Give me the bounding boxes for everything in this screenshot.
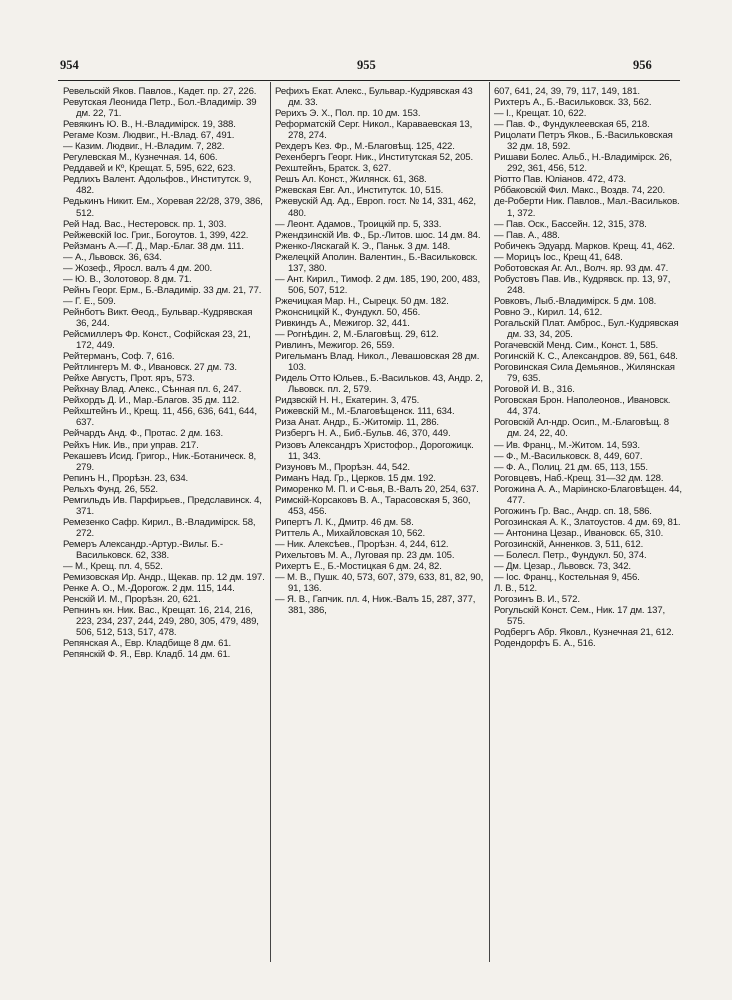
directory-entry: Репянскій Ф. Я., Евр. Кладб. 14 дм. 61. — [63, 649, 231, 661]
directory-entry: Ріотто Пав. Юліанов. 472, 473. — [494, 174, 626, 186]
directory-entry: Рейнъ Георг. Ерм., Б.-Владимір. 33 дм. 21, 77. — [63, 284, 262, 296]
directory-entry: Рогозинская А. К., Златоустов. 4 дм. 69, 81. — [494, 516, 681, 528]
directory-entry: — Болесл. Петр., Фундукл. 50, 374. — [494, 549, 647, 561]
directory-entry: Ришави Болес. Альб., Н.-Владимірск. 26, 292, 361, 456, 512. — [494, 152, 675, 175]
directory-entry: Ремизовская Ир. Андр., Щекав. пр. 12 дм. 197. — [63, 572, 265, 584]
column-divider — [489, 82, 490, 962]
directory-entry: Рженко-Ляскагай К. Э., Паньк. 3 дм. 148. — [275, 240, 451, 252]
directory-entry: Ржечицкая Мар. Н., Сырецк. 50 дм. 182. — [275, 295, 449, 307]
directory-entry: Ровковъ, Лыб.-Владимірск. 5 дм. 108. — [494, 295, 657, 307]
directory-entry: Ридзвскій Н. Н., Екатерин. 3, 475. — [275, 395, 420, 407]
directory-entry: Реформатскій Серг. Никол., Караваевская 13, 278, 274. — [275, 119, 475, 142]
directory-entry: Роговцевъ, Наб.-Крещ. 31—32 дм. 128. — [494, 472, 664, 484]
directory-entry: — Пав. Оск., Бассейн. 12, 315, 378. — [494, 218, 647, 230]
directory-entry: Ржонсницкій К., Фундукл. 50, 456. — [275, 306, 421, 318]
directory-entry: Рогозинскій, Анненков. 3, 511, 612. — [494, 538, 644, 550]
directory-entry: Рихельтовъ М. А., Луговая пр. 23 дм. 105. — [275, 549, 455, 561]
directory-entry: Реддавей и Кº, Крещат. 5, 595, 622, 623. — [63, 163, 236, 175]
directory-entry: Ренке А. О., М.-Дорогож. 2 дм. 115, 144. — [63, 583, 235, 595]
directory-entry: — Рогнѣдин. 2, М.-Благовѣщ. 29, 612. — [275, 329, 439, 341]
directory-entry: — Антонина Цезар., Ивановск. 65, 310. — [494, 527, 664, 539]
directory-entry: Решъ Ал. Конст., Жилянск. 61, 368. — [275, 174, 427, 186]
directory-entry: Ривлинъ, Межигор. 26, 559. — [275, 340, 395, 352]
directory-entry: де-Роберти Ник. Павлов., Мал.-Васильков. 1, 372. — [494, 196, 683, 219]
directory-entry: Рейхе Августъ, Прот. яръ, 573. — [63, 373, 195, 385]
directory-entry: Рекашевъ Исид. Григор., Ник.-Ботаническ. 8, 279. — [63, 450, 259, 473]
directory-entry: Роговинская Сила Демьянов., Жилянская 79, 635. — [494, 362, 678, 385]
directory-entry: Ренскій И. М., Прорѣзн. 20, 621. — [63, 594, 201, 606]
directory-entry: — Ф. А., Полиц. 21 дм. 65, 113, 155. — [494, 461, 648, 473]
directory-entry: Рббаковскій Фил. Макс., Воздв. 74, 220. — [494, 185, 666, 197]
directory-entry: Репинъ Н., Прорѣзн. 23, 634. — [63, 472, 189, 484]
directory-entry: — Я. В., Гапчик. пл. 4, Ниж.-Валъ 15, 287, 377, 381, 386, — [275, 594, 478, 617]
directory-entry: Родендорфъ Б. А., 516. — [494, 638, 596, 650]
directory-entry: Рейнботъ Викт. Ѳеод., Бульвар.-Кудрявская 36, 244. — [63, 306, 255, 329]
directory-entry: Рейзманъ А.—Г. Д., Мар.-Благ. 38 дм. 111. — [63, 240, 244, 252]
directory-column-right — [494, 86, 684, 649]
directory-entry: Ржевская Евг. Ал., Институтск. 10, 515. — [275, 185, 444, 197]
directory-entry: Рейчардъ Анд. Ф., Протас. 2 дм. 163. — [63, 428, 223, 440]
directory-entry: Рейхъ Ник. Ив., при управ. 217. — [63, 439, 199, 451]
directory-entry: Роговская Брон. Наполеонов., Ивановск. 44, 374. — [494, 395, 673, 418]
directory-entry: Родбергъ Абр. Яковл., Кузнечная 21, 612. — [494, 627, 674, 639]
directory-entry: Риттель А., Михайловская 10, 562. — [275, 527, 426, 539]
directory-entry: Рейхштейнъ И., Крещ. 11, 456, 636, 641, 644, 637. — [63, 406, 260, 429]
directory-entry: — Г. Е., 509. — [63, 295, 116, 307]
directory-entry: — І., Крещат. 10, 622. — [494, 108, 587, 120]
directory-entry: — Ю. В., Золотовор. 8 дм. 71. — [63, 273, 192, 285]
directory-entry: Рехштейнъ, Братск. 3, 627. — [275, 163, 392, 175]
directory-entry: Репнинъ кн. Ник. Вас., Крещат. 16, 214, 216, 223, 234, 237, 244, 249, 280, 305, 479, 489, 506, 512, 513, 517, 478. — [63, 605, 262, 639]
directory-entry: — Дм. Цезар., Львовск. 73, 342. — [494, 561, 631, 573]
directory-entry: — М. В., Пушк. 40, 573, 607, 379, 633, 81, 82, 90, 91, 136. — [275, 572, 486, 595]
directory-entry: Рогожинъ Гр. Вас., Андр. сп. 18, 586. — [494, 505, 652, 517]
column-divider — [270, 82, 271, 962]
directory-entry: Редлихъ Валент. Адольфов., Институтск. 9, 482. — [63, 174, 254, 197]
directory-column-left — [63, 86, 266, 660]
directory-entry: Рей Над. Вас., Нестеровск. пр. 1, 303. — [63, 218, 227, 230]
directory-entry: Рейсмиллеръ Фр. Конст., Софійская 23, 21, 172, 449. — [63, 329, 254, 352]
directory-entry: Роговой И. В., 316. — [494, 384, 575, 396]
directory-entry: Ризовъ Александръ Христофор., Дорогожицк. 11, 343. — [275, 439, 477, 462]
directory-entry: — Пав. Ф., Фундуклеевская 65, 218. — [494, 119, 650, 131]
directory-entry: Ризуновъ М., Прорѣзн. 44, 542. — [275, 461, 410, 473]
directory-entry: Рогинскій К. С., Александров. 89, 561, 648. — [494, 351, 678, 363]
directory-entry: Рогальскій Плат. Амброс., Бул.-Кудрявская дм. 33, 34, 205. — [494, 317, 682, 341]
directory-entry: Рогульскій Конст. Сем., Ник. 17 дм. 137, 575. — [494, 605, 668, 628]
directory-entry: Роговскій Ал-ндр. Осип., М.-Благовѣщ. 8 дм. 24, 22, 40. — [494, 417, 672, 440]
directory-entry: Рельхъ Фунд. 26, 552. — [63, 483, 158, 495]
directory-entry: Рейхнау Влад. Алекс., Сѣнная пл. 6, 247. — [63, 384, 242, 396]
directory-entry: Ревельскій Яков. Павлов., Кадет. пр. 27, 226. — [63, 86, 257, 97]
directory-entry: Ремезенко Сафр. Кирил., В.-Владимірск. 58, 272. — [63, 516, 258, 539]
directory-entry: Ремеръ Александр.-Артур.-Вильг. Б.-Васильковск. 62, 338. — [63, 538, 223, 561]
directory-entry: — М., Крещ. пл. 4, 552. — [63, 561, 163, 573]
directory-entry: Рейтлингеръ М. Ф., Ивановск. 27 дм. 73. — [63, 362, 237, 374]
directory-entry: Риза Анат. Андр., Б.-Житомір. 11, 286. — [275, 417, 439, 429]
directory-entry: Рипертъ Л. К., Дмитр. 46 дм. 58. — [275, 516, 414, 528]
directory-entry: 607, 641, 24, 39, 79, 117, 149, 181. — [494, 86, 640, 97]
directory-entry: Рицолати Петръ Яков., Б.-Васильковская 32 дм. 18, 592. — [494, 130, 676, 153]
directory-entry: Ремгильдъ Ив. Парфирьев., Предславинск. 4, 371. — [63, 494, 265, 517]
directory-entry: Ригельманъ Влад. Никол., Левашовская 28 дм. 103. — [275, 351, 482, 374]
directory-entry: Рогозинъ В. И., 572. — [494, 594, 580, 606]
directory-entry: Рехдеръ Кез. Фр., М.-Благовѣщ. 125, 422. — [275, 141, 455, 153]
page-number-left: 954 — [60, 58, 79, 72]
directory-entry: — Ник. Алексѣев., Прорѣзн. 4, 244, 612. — [275, 538, 449, 550]
directory-entry: Ровно Э., Кирил. 14, 612. — [494, 306, 603, 318]
page-number-center: 955 — [357, 58, 376, 72]
directory-entry: Рейхордъ Д. И., Мар.-Благов. 35 дм. 112. — [63, 395, 240, 407]
directory-entry: Регаме Козм. Людвиг., Н.-Влад. 67, 491. — [63, 130, 235, 142]
directory-entry: Редькинъ Никит. Ем., Хоревая 22/28, 379, 386, 512. — [63, 196, 266, 219]
directory-entry: Роботовская Аг. Ал., Волч. яр. 93 дм. 47. — [494, 262, 669, 274]
directory-entry: — Леонт. Адамов., Троицкій пр. 5, 333. — [275, 218, 442, 230]
directory-entry: Робустовъ Пав. Ив., Кудрявск. пр. 13, 97, 248. — [494, 273, 673, 296]
directory-entry: Рейжевскій Іос. Григ., Богоутов. 1, 399, 422. — [63, 229, 249, 241]
directory-column-middle — [275, 86, 485, 616]
directory-entry: Ридель Отто Юльев., Б.-Васильков. 43, Андр. 2, Львовск. пл. 2, 579. — [275, 373, 486, 396]
directory-entry: Ржелецкій Аполин. Валентин., Б.-Васильковск. 137, 380. — [275, 251, 480, 274]
directory-entry: — Жозеф., Яросл. валъ 4 дм. 200. — [63, 262, 213, 274]
directory-entry: Рехенбергъ Георг. Ник., Институтская 52, 205. — [275, 152, 473, 164]
header-rule — [58, 80, 680, 81]
directory-entry: Ревякинъ Ю. В., Н.-Владимірск. 19, 388. — [63, 119, 236, 131]
directory-entry: Ржендзинскій Ив. Ф., Бр.-Литов. шос. 14 дм. 84. — [275, 229, 481, 241]
directory-entry: Ревутская Леонида Петр., Бол.-Владимір. 39 дм. 22, 71. — [63, 97, 259, 120]
directory-entry: Рогожина А. А., Маріинско-Благовѣщен. 44, 477. — [494, 483, 685, 506]
directory-entry: Рижевскій М., М.-Благовѣщенск. 111, 634. — [275, 406, 455, 418]
directory-entry: — Морицъ Іос., Крещ 41, 648. — [494, 251, 623, 263]
directory-entry: — Ив. Франц., М.-Житом. 14, 593. — [494, 439, 640, 451]
directory-entry: Риморенко М. П. и С-вья, В.-Валъ 20, 254, 637. — [275, 483, 479, 495]
directory-entry: — Пав. А., 488. — [494, 229, 560, 241]
directory-entry: Рихтеръ А., Б.-Васильковск. 33, 562. — [494, 97, 652, 109]
directory-entry: Рерихъ Э. Х., Пол. пр. 10 дм. 153. — [275, 108, 421, 120]
directory-entry: — Ф., М.-Васильковск. 8, 449, 607. — [494, 450, 643, 462]
directory-entry: Ривкиндъ А., Межигор. 32, 441. — [275, 317, 410, 329]
directory-entry: — Казим. Людвиг., Н.-Владим. 7, 282. — [63, 141, 225, 153]
directory-entry: Репянская А., Евр. Кладбище 8 дм. 61. — [63, 638, 232, 650]
directory-entry: — Ант. Кирил., Тимоф. 2 дм. 185, 190, 200, 483, 506, 507, 512. — [275, 273, 483, 296]
directory-entry: Рихертъ Е., Б.-Мостицкая 6 дм. 24, 82. — [275, 561, 442, 573]
directory-entry: — А., Львовск. 36, 634. — [63, 251, 162, 263]
directory-entry: Робичекъ Эдуард. Марков. Крещ. 41, 462. — [494, 240, 675, 252]
directory-entry: Ржевускій Ад. Ад., Европ. гост. № 14, 331, 462, 480. — [275, 196, 479, 219]
directory-entry: Риманъ Над. Гр., Церков. 15 дм. 192. — [275, 472, 436, 484]
directory-entry: Регулевская М., Кузнечная. 14, 606. — [63, 152, 218, 164]
directory-entry: Ризбергъ Н. А., Биб.-Бульв. 46, 370, 449. — [275, 428, 451, 440]
directory-entry: Рогачевскій Менд. Сим., Конст. 1, 585. — [494, 340, 659, 352]
directory-entry: Л. В., 512. — [494, 583, 538, 595]
directory-entry: Римскій-Корсаковъ В. А., Тарасовская 5, 360, 453, 456. — [275, 494, 473, 517]
page-number-right: 956 — [633, 58, 652, 72]
directory-entry: — Іос. Франц., Костельная 9, 456. — [494, 572, 640, 584]
directory-entry: Рейтерманъ, Соф. 7, 616. — [63, 351, 175, 363]
directory-entry: Рефихъ Екат. Алекс., Бульвар.-Кудрявская 43 дм. 33. — [275, 86, 476, 109]
